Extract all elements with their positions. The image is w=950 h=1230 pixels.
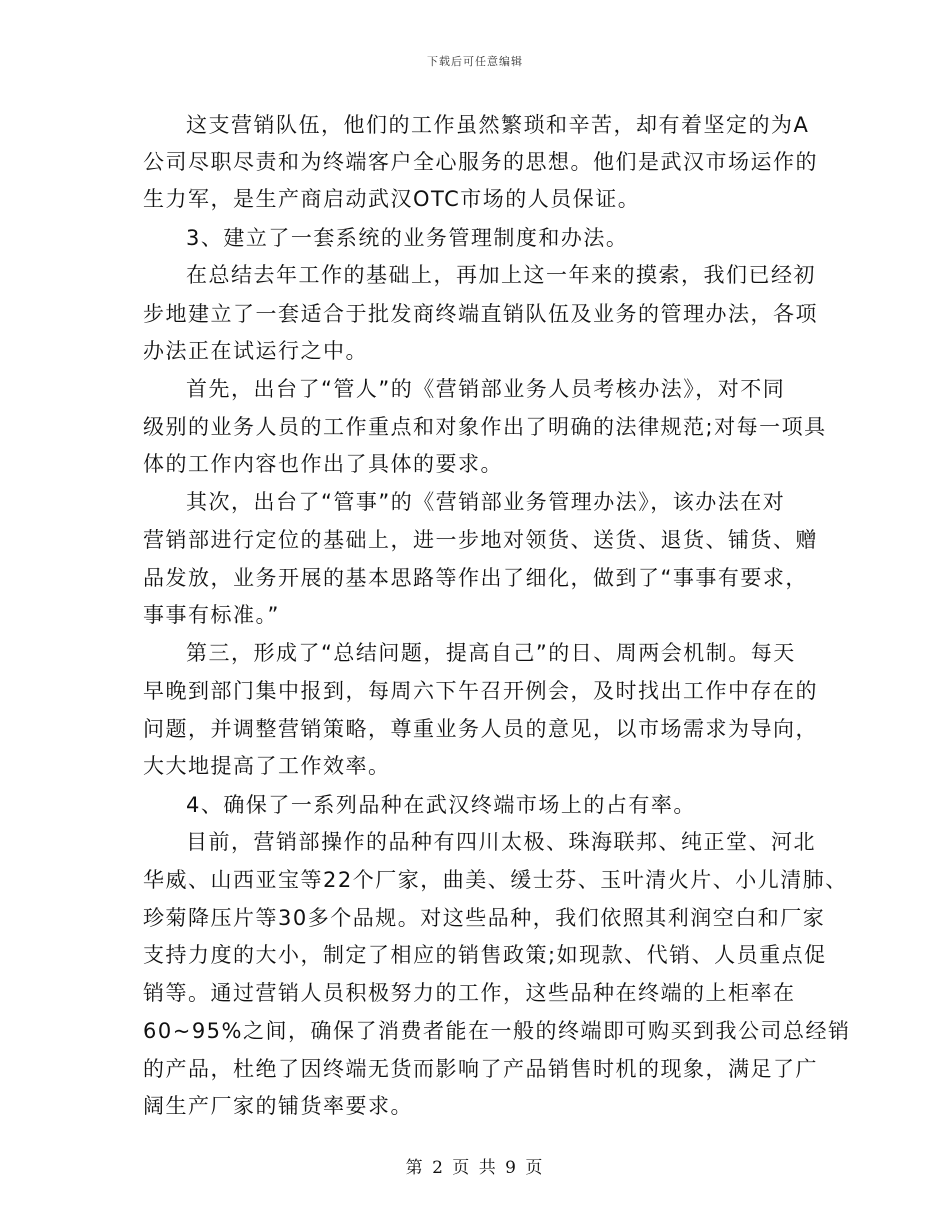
text-line: 早晚到部门集中报到，每周六下午召开例会，及时找出工作中存在的: [143, 679, 818, 703]
text-line: 的产品，杜绝了因终端无货而影响了产品销售时机的现象，满足了广: [143, 1057, 818, 1081]
text-line: 大大地提高了工作效率。: [143, 754, 391, 778]
page-header-note: 下载后可任意编辑: [427, 55, 523, 68]
text-line: 这支营销队伍，他们的工作虽然繁琐和辛苦，却有着坚定的为A: [186, 113, 810, 137]
page-number: 第 2 页 共 9 页: [405, 1158, 545, 1178]
text-line: 支持力度的大小，制定了相应的销售政策;如现款、代销、人员重点促: [143, 943, 827, 967]
text-line: 问题，并调整营销策略，尊重业务人员的意见，以市场需求为导向，: [143, 717, 818, 741]
text-line: 第三，形成了“总结问题，提高自己”的日、周两会机制。每天: [186, 641, 796, 665]
text-line: 3、建立了一套系统的业务管理制度和办法。: [186, 226, 629, 250]
text-line: 首先，出台了“管人”的《营销部业务人员考核办法》，对不同: [186, 377, 786, 401]
text-line: 公司尽职尽责和为终端客户全心服务的思想。他们是武汉市场运作的: [143, 150, 818, 174]
text-line: 在总结去年工作的基础上，再加上这一年来的摸索，我们已经初: [186, 263, 816, 287]
document-body: [0, 110, 950, 1170]
text-line: 营销部进行定位的基础上，进一步地对领货、送货、退货、铺货、赠: [143, 528, 818, 552]
text-line: 办法正在试运行之中。: [143, 339, 368, 363]
text-line: 目前，营销部操作的品种有四川太极、珠海联邦、纯正堂、河北: [186, 830, 816, 854]
text-line: 珍菊降压片等30多个品规。对这些品种，我们依照其利润空白和厂家: [143, 906, 826, 930]
text-line: 级别的业务人员的工作重点和对象作出了明确的法律规范;对每一项具: [143, 415, 827, 439]
text-line: 4、确保了一系列品种在武汉终端市场上的占有率。: [186, 793, 696, 817]
text-line: 其次，出台了“管事”的《营销部业务管理办法》，该办法在对: [186, 490, 786, 514]
text-line: 销等。通过营销人员积极努力的工作，这些品种在终端的上柜率在: [143, 981, 796, 1005]
text-line: 阔生产厂家的铺货率要求。: [143, 1094, 413, 1118]
text-line: 华威、山西亚宝等22个厂家，曲美、缓士芬、玉叶清火片、小儿清肺、: [143, 868, 848, 892]
text-line: 事事有标准。”: [143, 603, 280, 627]
text-line: 步地建立了一套适合于批发商终端直销队伍及业务的管理办法，各项: [143, 302, 818, 326]
text-line: 体的工作内容也作出了具体的要求。: [143, 452, 503, 476]
text-line: 生力军，是生产商启动武汉OTC市场的人员保证。: [143, 187, 641, 211]
text-line: 品发放，业务开展的基本思路等作出了细化，做到了“事事有要求，: [143, 566, 808, 590]
text-line: 60~95%之间，确保了消费者能在一般的终端即可购买到我公司总经销: [143, 1019, 851, 1043]
